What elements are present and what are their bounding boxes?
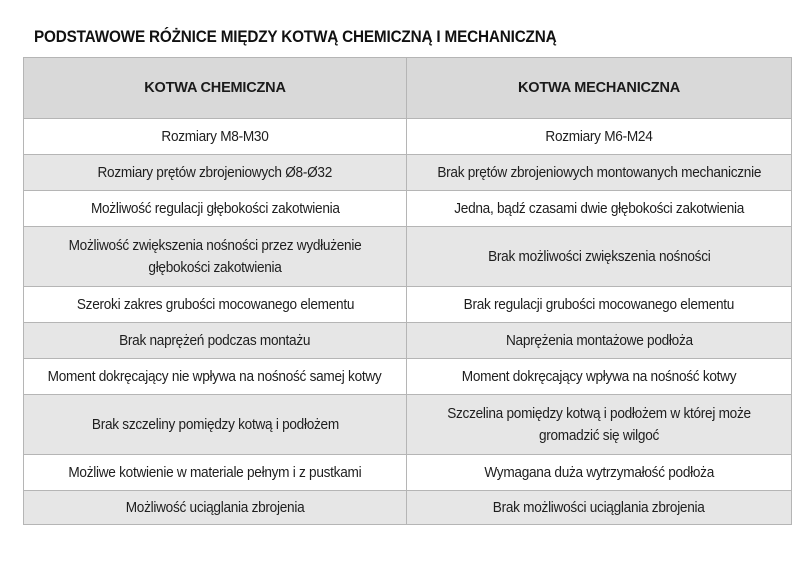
cell-text: Wymagana duża wytrzymałość podłoża xyxy=(484,464,714,481)
cell-text: Moment dokręcający nie wpływa na nośność samej kotwy xyxy=(48,368,382,385)
cell-text: Możliwość uciąglania zbrojenia xyxy=(125,499,305,516)
cell-text: Brak prętów zbrojeniowych montowanych mechanicznie xyxy=(437,164,761,181)
cell-text: Szeroki zakres grubości mocowanego elementu xyxy=(76,296,354,313)
header-mechanical-anchor: KOTWA MECHANICZNA xyxy=(407,58,792,119)
mechanical-cell xyxy=(407,227,792,287)
comparison-table xyxy=(23,57,792,525)
mechanical-cell xyxy=(407,491,792,525)
table-row xyxy=(24,119,792,155)
table-row xyxy=(24,227,792,287)
mechanical-cell xyxy=(407,359,792,395)
table-row xyxy=(24,491,792,525)
cell-text: Możliwość regulacji głębokości zakotwienia xyxy=(90,200,340,217)
cell-text: Brak możliwości zwiększenia nośności xyxy=(487,248,711,265)
cell-text: Szczelina pomiędzy kotwą i podłożem w której może gromadzić się wilgoć xyxy=(447,405,751,444)
mechanical-cell xyxy=(407,119,792,155)
chemical-cell xyxy=(24,323,407,359)
table-row xyxy=(24,395,792,455)
cell-text: Brak szczeliny pomiędzy kotwą i podłożem xyxy=(91,416,339,433)
mechanical-cell xyxy=(407,155,792,191)
cell-text: Brak naprężeń podczas montażu xyxy=(119,332,311,349)
table-row xyxy=(24,287,792,323)
chemical-cell xyxy=(24,395,407,455)
mechanical-cell xyxy=(407,395,792,455)
chemical-cell xyxy=(24,287,407,323)
cell-text: Jedna, bądź czasami dwie głębokości zakotwienia xyxy=(454,200,744,217)
cell-text: Brak możliwości uciąglania zbrojenia xyxy=(493,499,705,516)
table-row xyxy=(24,155,792,191)
table-row xyxy=(24,323,792,359)
chemical-cell xyxy=(24,191,407,227)
cell-text: Możliwość zwiększenia nośności przez wydłużenie głębokości zakotwienia xyxy=(68,237,362,276)
table-row xyxy=(24,191,792,227)
cell-text: Moment dokręcający wpływa na nośność kotwy xyxy=(461,368,737,385)
table-row xyxy=(24,455,792,491)
mechanical-cell xyxy=(407,191,792,227)
mechanical-cell xyxy=(407,287,792,323)
cell-text: Brak regulacji grubości mocowanego elementu xyxy=(463,296,735,313)
cell-text: Rozmiary M8-M30 xyxy=(161,128,269,145)
cell-text: Rozmiary M6-M24 xyxy=(545,128,653,145)
mechanical-cell xyxy=(407,323,792,359)
page-title: PODSTAWOWE RÓŻNICE MIĘDZY KOTWĄ CHEMICZNĄ I MECHANICZNĄ xyxy=(34,27,557,46)
cell-text: Naprężenia montażowe podłoża xyxy=(505,332,693,349)
chemical-cell xyxy=(24,455,407,491)
table-row xyxy=(24,359,792,395)
cell-text: Możliwe kotwienie w materiale pełnym i z pustkami xyxy=(68,464,362,481)
chemical-cell xyxy=(24,119,407,155)
cell-text: Rozmiary prętów zbrojeniowych Ø8-Ø32 xyxy=(97,164,333,181)
chemical-cell xyxy=(24,491,407,525)
header-chemical-anchor: KOTWA CHEMICZNA xyxy=(24,58,407,119)
chemical-cell xyxy=(24,359,407,395)
table-header-row xyxy=(24,58,792,119)
mechanical-cell xyxy=(407,455,792,491)
chemical-cell xyxy=(24,227,407,287)
chemical-cell xyxy=(24,155,407,191)
